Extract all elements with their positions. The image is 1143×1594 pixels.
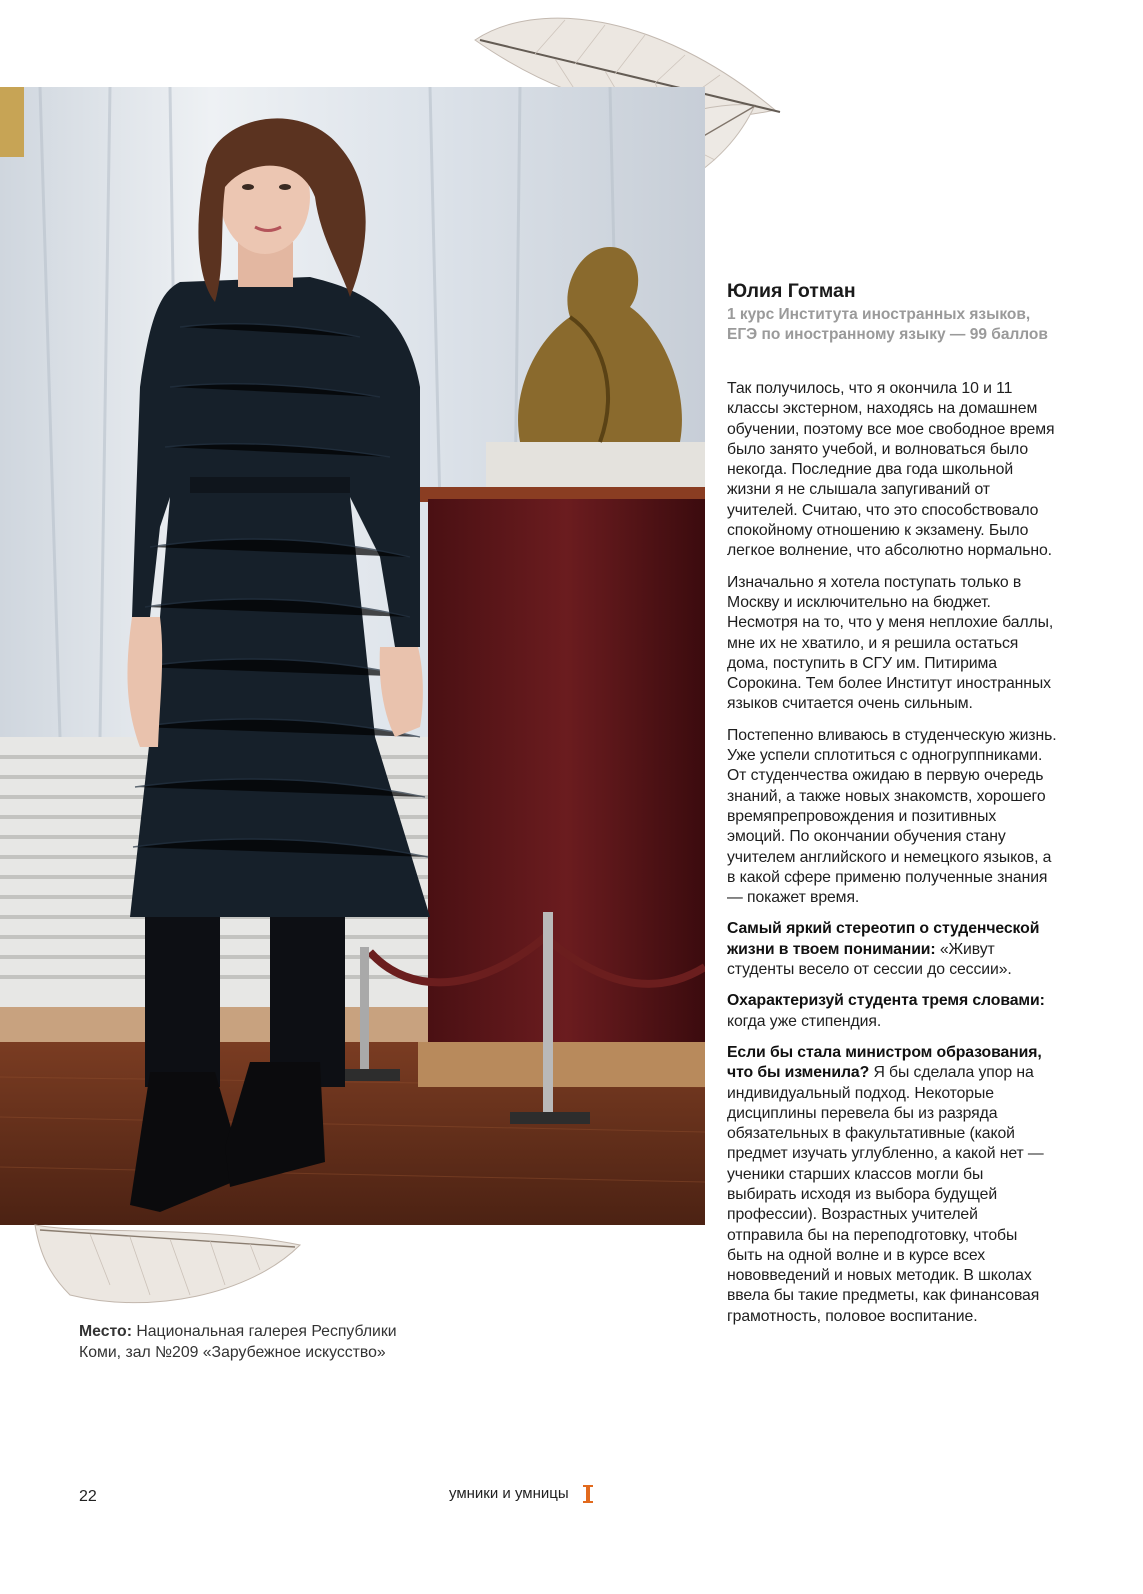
article	[727, 278, 1057, 1338]
paragraph: Так получилось, что я окончила 10 и 11 классы экстерном, находясь на домашнем обучении, поэтому все мое свободное время было занято учебой, и волноваться было некогда. Последние два года школьной жизни я не слышала запугиваний от учителей. Считаю, что это способствовало спокойному отношению к экзамену. Было легкое волнение, что абсолютно нормально.	[727, 380, 1055, 560]
magazine-logo-icon	[586, 1485, 590, 1503]
qa-question: Самый яркий стереотип о студенческой жизни в твоем понимании:	[727, 920, 1040, 958]
article-body	[727, 379, 1057, 1327]
qa-question: Охарактеризуй студента тремя словами:	[727, 992, 1045, 1010]
portrait-photo	[0, 87, 705, 1225]
qa-item	[727, 1043, 1057, 1327]
leaf-decoration-bottom	[30, 1215, 310, 1315]
paragraph: Постепенно вливаюсь в студенческую жизнь. Уже успели сплотиться с одногруппниками. От студенчества ожидаю в первую очередь знаний, а также новых знакомств, хорошего времяпрепровождения и позитивных эмоций. По окончании обучения стану учителем английского и немецкого языков, а в какой сфере применю полученные знания — покажет время.	[727, 726, 1057, 907]
qa-item	[727, 991, 1057, 1032]
caption-text: Национальная галерея Республики Коми, зал №209 «Зарубежное искусство»	[79, 1323, 397, 1361]
qa-answer: Я бы сделала упор на индивидуальный подход. Некоторые дисциплины перевела бы из разряда обязательных в факультативные (какой предмет изучать углубленно, а какой нет — ученики старших классов могли бы выбирать исходя из выбора будущей профессии). Возрастных учителей отправила бы на переподготовку, чтобы быть на одной волне и в курсе всех нововведений и новых методик. В школах ввела бы такие предметы, как финансовая грамотность, половое воспитание.	[727, 1064, 1044, 1325]
person-name: Юлия Готман	[727, 280, 856, 302]
caption-label: Место:	[79, 1323, 132, 1340]
photo-caption	[79, 1322, 439, 1363]
qa-item	[727, 919, 1057, 980]
person-subtitle: 1 курс Института иностранных языков, ЕГЭ по иностранному языку — 99 баллов	[727, 306, 1048, 343]
qa-answer: «Живут студенты весело от сессии до сессии».	[727, 940, 1012, 979]
qa-question: Если бы стала министром образования, что бы изменила?	[727, 1043, 1042, 1082]
paragraph: Изначально я хотела поступать только в Москву и исключительно на бюджет. Несмотря на то, что у меня неплохие баллы, мне их не хватило, и я решила остаться дома, поступить в СГУ им. Питирима Сорокина. Тем более Институт иностранных языков считается очень сильным.	[727, 573, 1054, 713]
magazine-title: умники и умницы	[449, 1485, 569, 1502]
qa-answer: когда уже стипендия.	[727, 1012, 882, 1030]
page-number: 22	[79, 1488, 97, 1505]
